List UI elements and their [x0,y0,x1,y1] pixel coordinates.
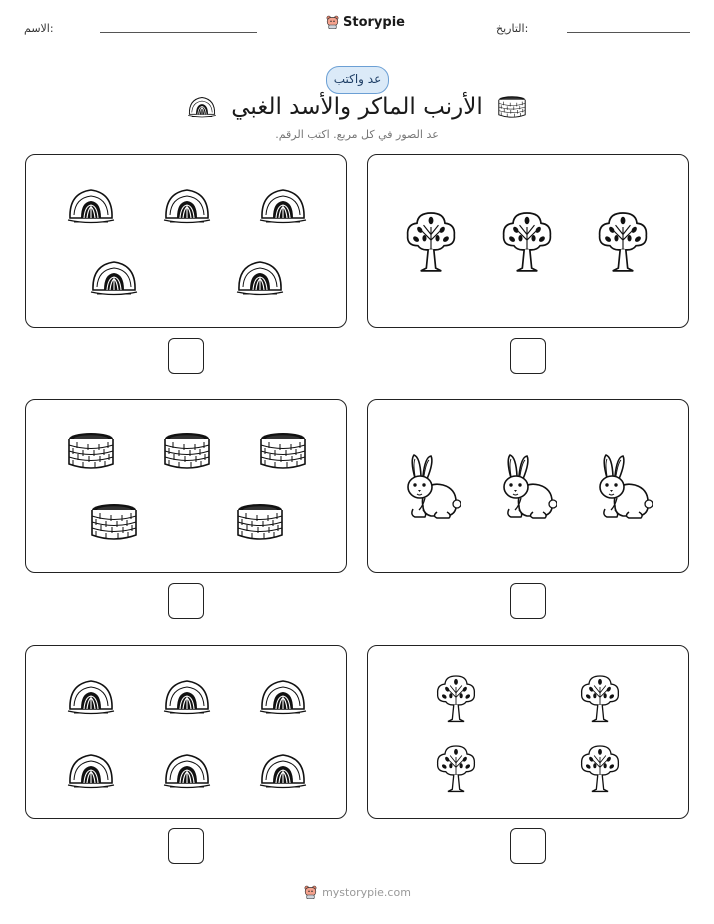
answer-box-6[interactable] [510,828,546,864]
tree-icon [403,208,459,274]
date-line [567,32,690,33]
brand-logo [325,14,405,30]
cave-icon [66,750,116,790]
answer-box-1[interactable] [168,338,204,374]
instructions: عد الصور في كل مربع. اكتب الرقم. [275,128,439,141]
tree-icon [595,208,651,274]
cave-icon [162,750,212,790]
answer-box-2[interactable] [510,338,546,374]
tree-icon [434,672,478,724]
rabbit-icon [593,452,653,522]
count-panel-2 [367,154,689,328]
storypie-mascot-icon [303,884,318,900]
name-line [100,32,257,33]
date-label: التاريخ: [496,22,529,35]
activity-badge: عد واكتب [326,66,389,94]
rabbit-icon [497,452,557,522]
name-label: الاسم: [24,22,54,35]
well-icon [162,430,212,472]
tree-icon [578,672,622,724]
cave-icon [258,750,308,790]
answer-box-5[interactable] [168,828,204,864]
cave-icon [162,185,212,225]
well-icon [235,501,285,543]
storypie-mascot-icon [325,14,340,30]
count-panel-1 [25,154,347,328]
count-panel-4 [367,399,689,573]
cave-icon [66,185,116,225]
count-panel-3 [25,399,347,573]
brand-name: Storypie [343,14,405,30]
footer-url: mystorypie.com [322,885,411,899]
well-icon [66,430,116,472]
tree-icon [578,742,622,794]
count-panel-6 [367,645,689,819]
answer-box-4[interactable] [510,583,546,619]
well-icon [258,430,308,472]
worksheet-header [0,12,714,52]
cave-icon [258,185,308,225]
tree-icon [434,742,478,794]
footer [0,884,714,900]
rabbit-icon [401,452,461,522]
count-panel-5 [25,645,347,819]
cave-icon [66,676,116,716]
well-icon [497,94,527,120]
cave-icon [258,676,308,716]
cave-icon [235,257,285,297]
page-title: الأرنب الماكر والأسد الغبي [231,94,483,120]
cave-icon [162,676,212,716]
well-icon [89,501,139,543]
answer-box-3[interactable] [168,583,204,619]
cave-icon [89,257,139,297]
tree-icon [499,208,555,274]
